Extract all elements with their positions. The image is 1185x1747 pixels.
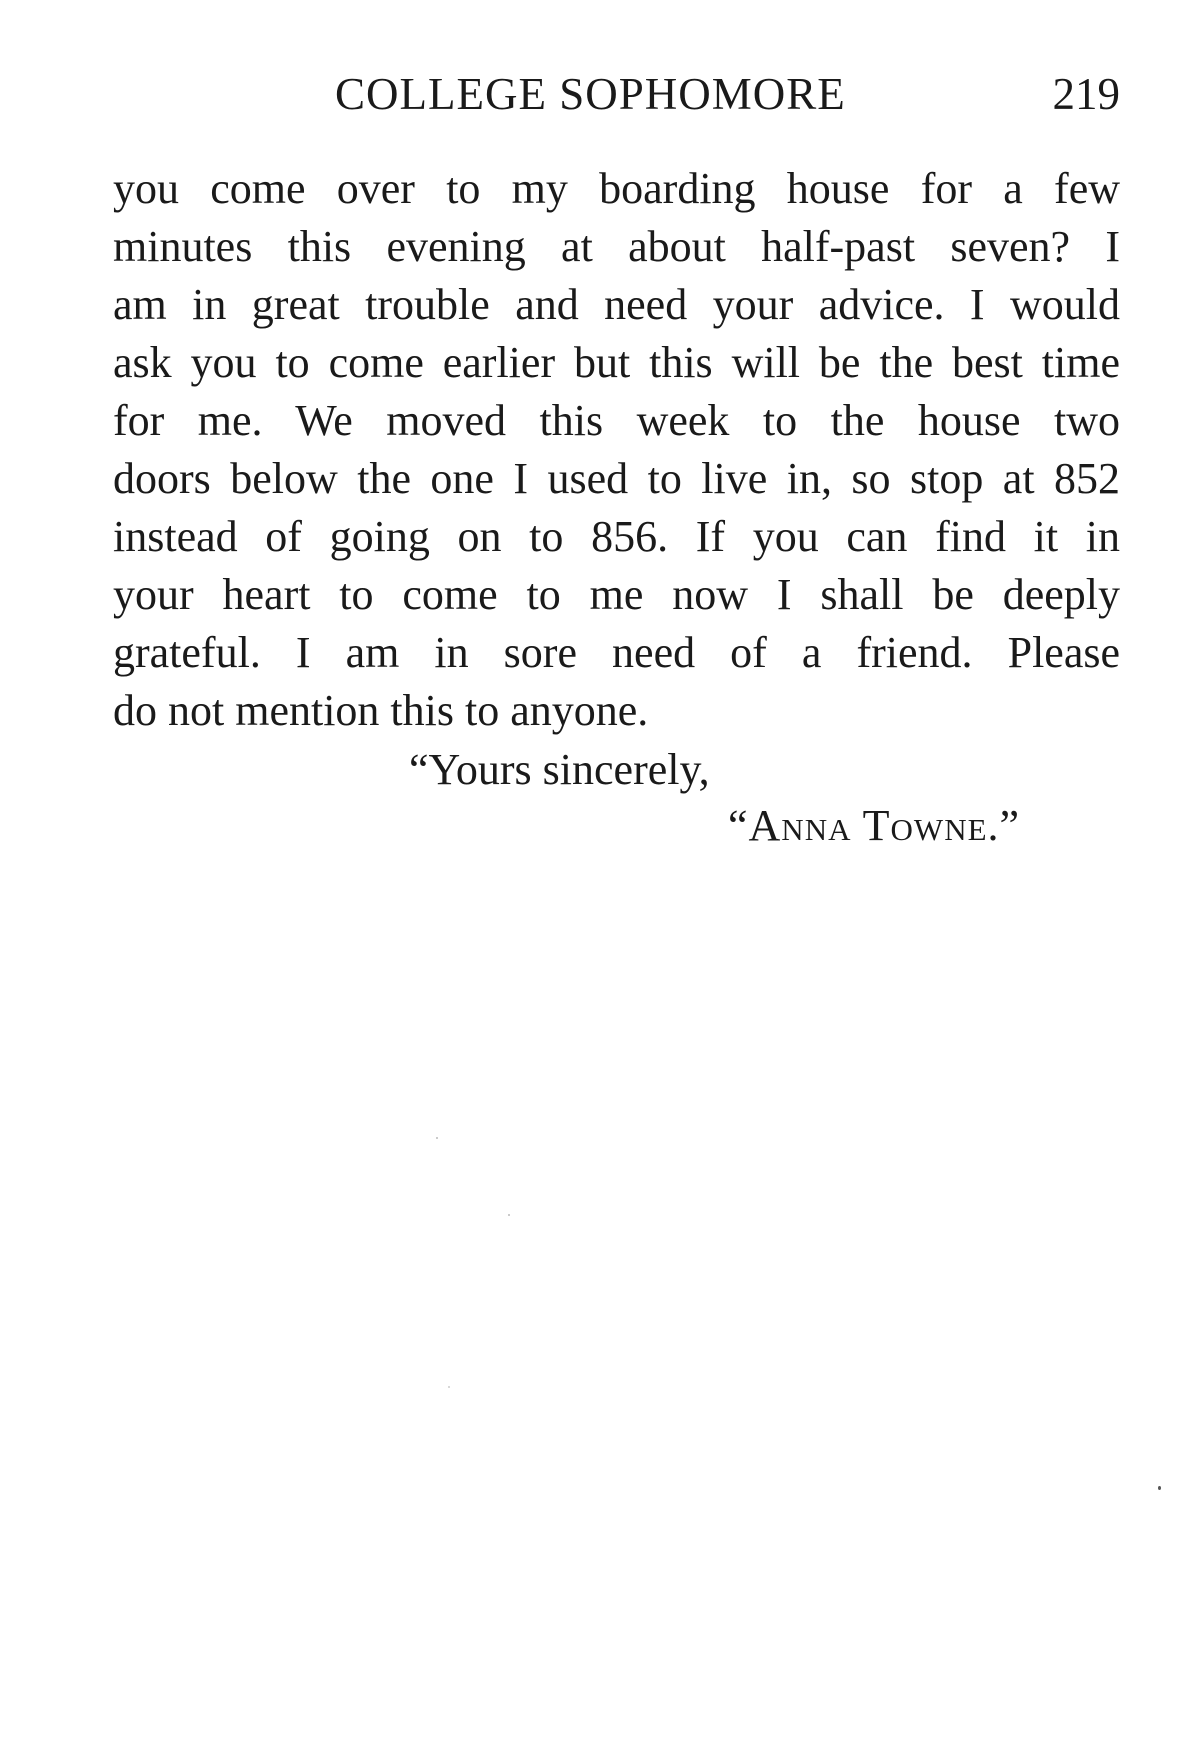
paper-speck [508, 1214, 510, 1216]
text-line: you come over to my boarding house for a few [113, 164, 1120, 213]
text-line: minutes this evening at about half-past seven? I [113, 222, 1120, 271]
text-line: ask you to come earlier but this will be the best time [113, 338, 1120, 387]
letter-closing: “Yours sincerely, [409, 745, 710, 794]
text-line: doors below the one I used to live in, so stop at 852 [113, 454, 1120, 503]
text-line: instead of going on to 856. If you can find it in [113, 512, 1120, 561]
text-line: your heart to come to me now I shall be deeply [113, 570, 1120, 619]
paper-speck [436, 1137, 438, 1139]
paper-speck [448, 1386, 450, 1388]
running-head [113, 66, 1120, 122]
text-line: for me. We moved this week to the house two [113, 396, 1120, 445]
paper-speck [1158, 1486, 1161, 1490]
letter-body [113, 160, 1120, 740]
text-line: do not mention this to anyone. [113, 686, 649, 735]
text-line: grateful. I am in sore need of a friend. Please [113, 628, 1120, 677]
text-line: am in great trouble and need your advice. I would [113, 280, 1120, 329]
letter-signature: “Anna Towne.” [728, 801, 1021, 850]
page-number: 219 [1052, 69, 1120, 119]
running-title: COLLEGE SOPHOMORE [335, 69, 846, 119]
